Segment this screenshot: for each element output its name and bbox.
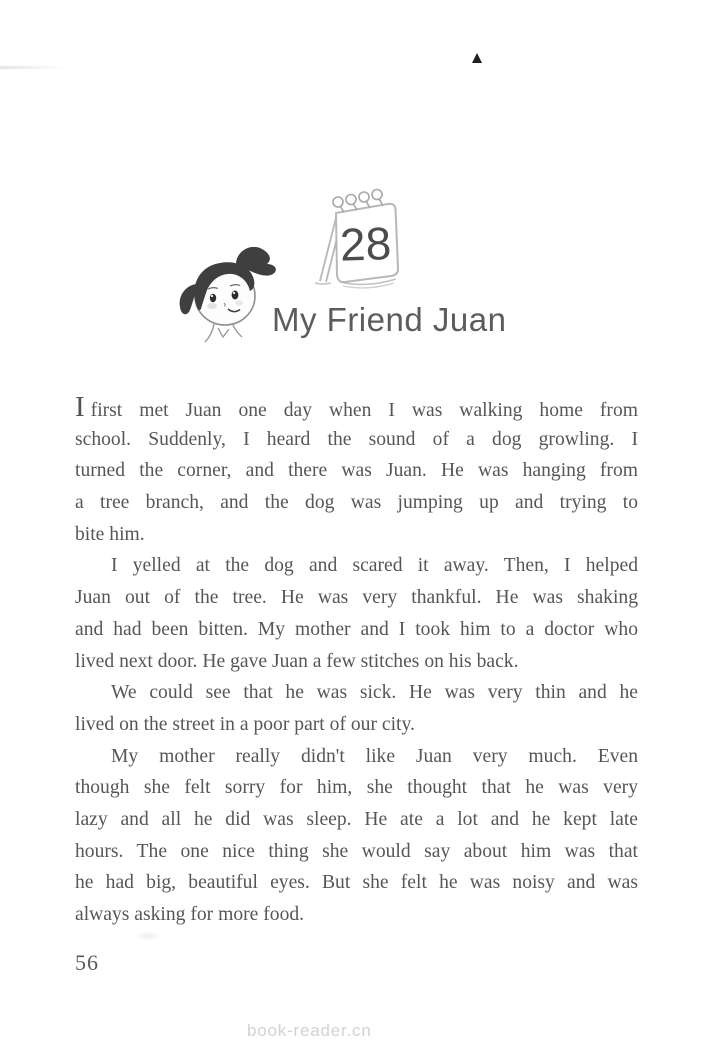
text-line: We could see that he was sick. He was very thin and he — [111, 682, 638, 704]
text-line: a tree branch, and the dog was jumping up and trying to — [75, 492, 638, 514]
calendar-illustration — [300, 176, 430, 296]
watermark: book-reader.cn — [247, 1021, 372, 1040]
text-line: Juan out of the tree. He was very thankful. He was shaking — [75, 587, 638, 609]
scan-artifact-smudge — [138, 934, 158, 938]
page-number: 56 — [75, 950, 99, 975]
text-line: bite him. — [75, 523, 145, 545]
text-line: turned the corner, and there was Juan. He was hanging from — [75, 460, 638, 482]
calendar-day: 28 — [339, 216, 392, 271]
text-line: hours. The one nice thing she would say about him was that — [75, 840, 638, 862]
text-line: school. Suddenly, I heard the sound of a dog growling. I — [75, 428, 638, 450]
scan-artifact-line — [0, 66, 66, 69]
text-line: though she felt sorry for him, she thought that he was very — [75, 777, 638, 799]
drop-cap: I — [75, 391, 85, 423]
text-line: My mother really didn't like Juan very much. Even — [111, 745, 638, 767]
text-line: lazy and all he did was sleep. He ate a lot and he kept late — [75, 808, 638, 830]
story-title: My Friend Juan — [272, 301, 507, 338]
text-line: always asking for more food. — [75, 904, 305, 925]
top-triangle-mark — [472, 53, 482, 63]
text-line: I first met Juan one day when I was walking home from — [75, 391, 638, 423]
text-line: he had big, beautiful eyes. But she felt he was noisy and was — [75, 872, 638, 894]
text-line: I yelled at the dog and scared it away. Then, I helped — [111, 555, 638, 577]
story-text — [75, 392, 638, 931]
text-line: lived next door. He gave Juan a few stitches on his back. — [75, 650, 519, 672]
text-line: and had been bitten. My mother and I took him to a doctor who — [75, 618, 638, 640]
text-line: lived on the street in a poor part of our city. — [75, 713, 415, 735]
